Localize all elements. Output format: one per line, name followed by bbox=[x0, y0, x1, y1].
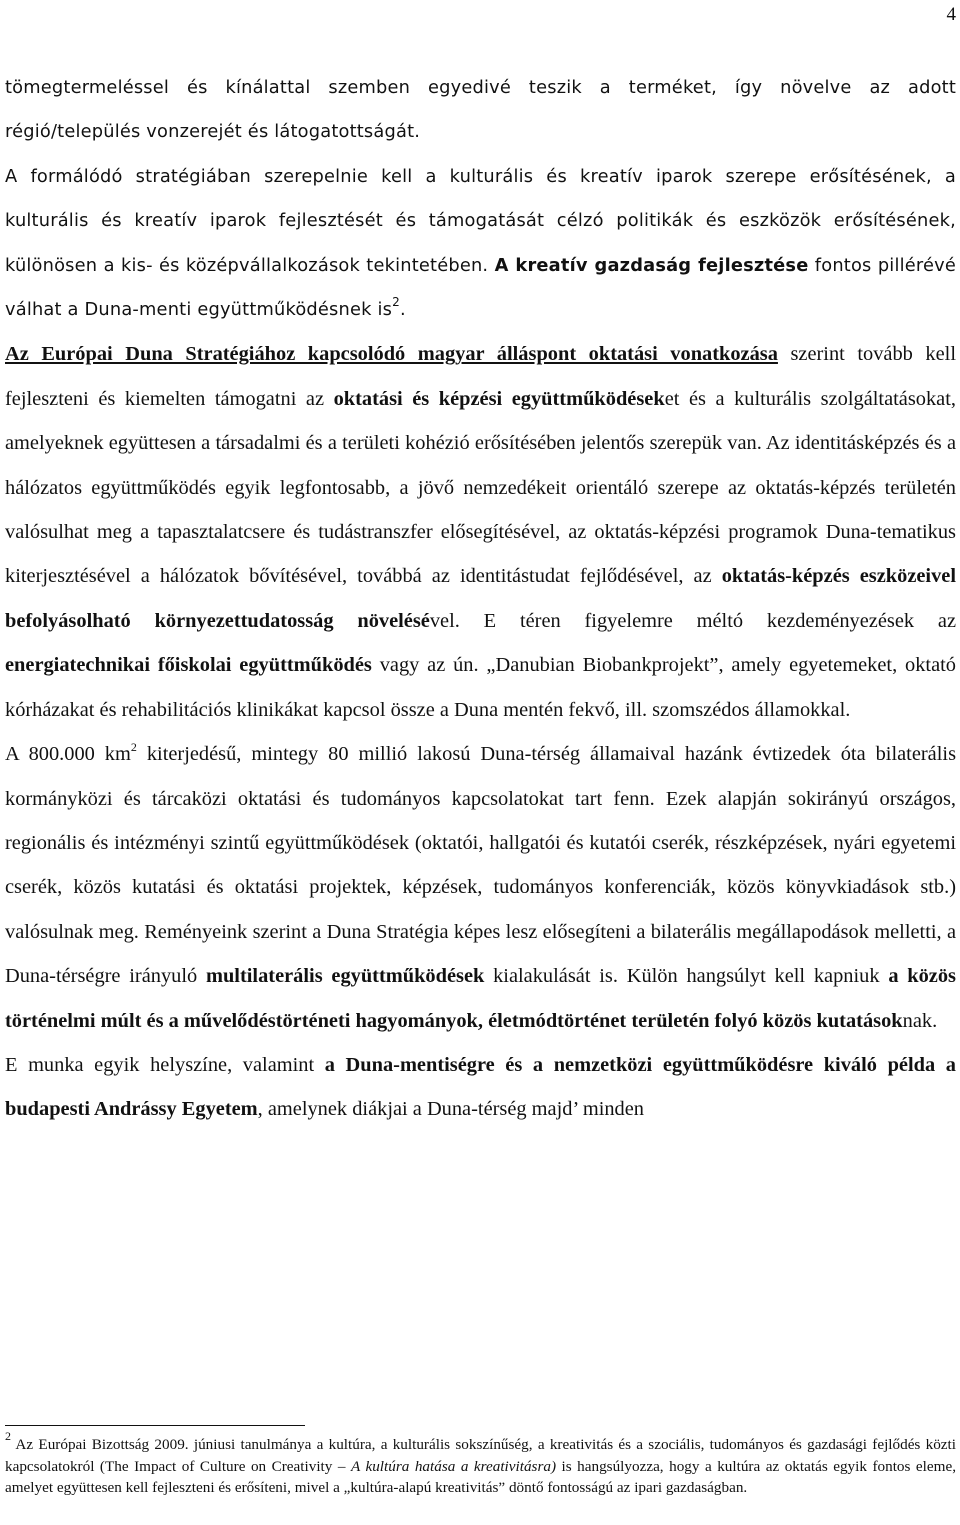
paragraph-4 bbox=[5, 732, 956, 1043]
paragraph-1: tömegtermeléssel és kínálattal szemben egyedivé teszik a terméket, így növelve az adott régió/település vonzerejét és látogatottságát. bbox=[5, 77, 956, 143]
paragraph-5 bbox=[5, 1043, 956, 1132]
footnote-ref[interactable]: 2 bbox=[392, 295, 400, 310]
paragraph-2-text-2: fontos pillérévé válhat a Duna-menti együttműködésnek is bbox=[5, 254, 956, 321]
paragraph-3-text-4: vagy az ún. „Danubian Biobankprojekt”, amely egyetemeket, oktató kórházakat és rehabilitációs klinikákat kapcsol össze a Duna mentén fekvő, ill. szomszédos államokkal. bbox=[5, 654, 956, 721]
paragraph-4-text-2: kiterjedésű, mintegy 80 millió lakosú Duna-térség államaival hazánk évtizedek óta bilaterális kormányközi és tárcaközi oktatási és tudományos kapcsolatokat tart fenn. Ezek alapján sokirányú országos, regionális és intézményi szintű együttműködések (oktatói, hallgatói és kutatói cserék, részképzések, nyári egyetemi cserék, közös kutatási és oktatási projektek, képzések, tudományos konferenciák, közös könyvkiadások stb.) valósulnak meg. Reményeink szerint a Duna Stratégia képes lesz elősegíteni a bilaterális megállapodások melletti, a Duna-térségre irányuló bbox=[5, 743, 956, 988]
paragraph-3-text-3: vel. E téren figyelemre méltó kezdeményezések az bbox=[429, 609, 956, 632]
paragraph-5-text-2: , amelynek diákjai a Duna-térség majd’ minden bbox=[257, 1098, 644, 1121]
footnote-number: 2 bbox=[5, 1429, 11, 1443]
paragraph-4-text-1: A 800.000 km bbox=[5, 743, 131, 766]
superscript: 2 bbox=[130, 740, 137, 755]
footnote bbox=[5, 1429, 956, 1499]
footnote-text-2: is hangsúlyozza, hogy a kultúra az oktatás egyik fontos eleme, amelyet együttesen kell fejleszteni és erősíteni, mivel a „kultúra-alapú kreativitás” döntő fontosságú az ipari gazdaságban. bbox=[5, 1457, 956, 1496]
paragraph-2 bbox=[5, 155, 956, 333]
paragraph-3-bold-3: energiatechnikai főiskolai együttműködés bbox=[5, 654, 372, 677]
paragraph-3-text-2: et és a kulturális szolgáltatásokat, amelyeknek együttesen a társadalmi és a területi kohézió erősítésében jelentős szerepük van. Az identitásképzés és a hálózatos együttműködés egyik legfontosabb, a jövő nemzedékeit orientáló szerepe az oktatás-képzés területén valósulhat meg a tapasztalatcsere és tudástranszfer elősegítésével, az oktatás-képzési programok Duna-tematikus kiterjesztésével a hálózatok bővítésével, továbbá az identitástudat fejlődésével, az bbox=[5, 387, 956, 588]
paragraph-5-text-1: E munka egyik helyszíne, valamint bbox=[5, 1053, 325, 1076]
document-body bbox=[5, 66, 956, 1132]
footnote-text-1: Az Európai Bizottság 2009. júniusi tanulmánya a kultúra, a kulturális sokszínűség, a kreativitás és a szociális, tudományos és gazdasági fejlődés közti kapcsolatokról (The Impact of Culture on Creativity – bbox=[5, 1436, 956, 1475]
paragraph-3-underlined-heading: Az Európai Duna Stratégiához kapcsolódó magyar álláspont oktatási vonatkozása bbox=[5, 343, 778, 366]
paragraph-4-bold-1: multilaterális együttműködések bbox=[205, 965, 485, 988]
paragraph-4-text-3: kialakulását is. Külön hangsúlyt kell kapniuk bbox=[484, 965, 889, 988]
paragraph-2-bold-1: A kreatív gazdaság fejlesztése bbox=[494, 254, 809, 276]
paragraph-4-bold-2: a közös történelmi múlt és a művelődéstörténeti hagyományok, életmódtörténet területén folyó közös kutatások bbox=[5, 965, 956, 1032]
paragraph-3 bbox=[5, 332, 956, 732]
paragraph-2-text-1: A formálódó stratégiában szerepelnie kell a kulturális és kreatív iparok szerepe erősítésének, a kulturális és kreatív iparok fejlesztését és támogatását célzó politikák és eszközök erősítésének, különösen a kis- és középvállalkozások tekintetében. bbox=[5, 165, 956, 276]
paragraph-5-bold-1: a Duna-mentiségre és a nemzetközi együttműködésre kiváló példa a budapesti Andrássy Egyetem bbox=[5, 1053, 956, 1121]
paragraph-3-text-1: szerint tovább kell fejleszteni és kiemelten támogatni az bbox=[5, 343, 956, 410]
footnote-italic: A kultúra hatása a kreativitásra) bbox=[350, 1457, 557, 1475]
paragraph-4-text-4: nak. bbox=[902, 1009, 938, 1032]
paragraph-3-bold-2: oktatás-képzés eszközeivel befolyásolható környezettudatosság növelésé bbox=[5, 565, 956, 632]
paragraph-2-text-3: . bbox=[399, 299, 406, 321]
footnote-separator bbox=[5, 1425, 305, 1426]
paragraph-3-bold-1: oktatási és képzési együttműködések bbox=[333, 387, 665, 410]
page-number: 4 bbox=[946, 4, 956, 25]
